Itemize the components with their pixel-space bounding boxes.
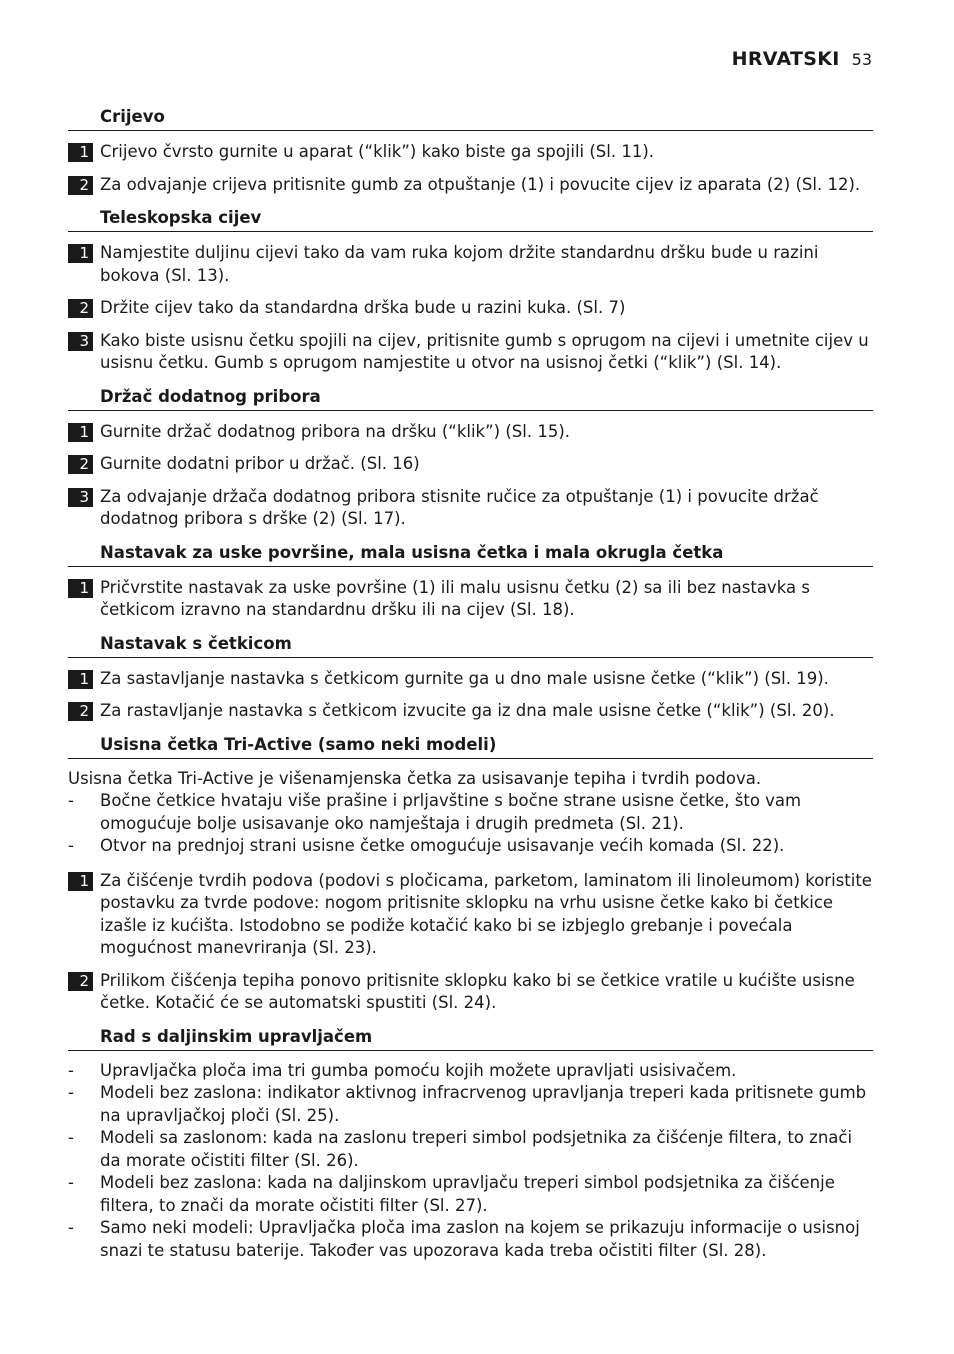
- step-number: 1: [68, 423, 93, 442]
- step-item: [68, 486, 873, 531]
- step-text: Gurnite držač dodatnog pribora na dršku (“klik”) (Sl. 15).: [100, 421, 571, 441]
- step-item: [68, 700, 873, 723]
- step-item: [68, 297, 873, 320]
- list-item: [68, 1060, 873, 1083]
- step-text: Gurnite dodatni pribor u držač. (Sl. 16): [100, 454, 420, 473]
- step-text: Prilikom čišćenja tepiha ponovo pritisnite sklopku kako bi se četkice vratile u kućište usisne četke. Kotačić će se automatski spustiti (Sl. 24).: [100, 970, 855, 1012]
- step-item: [68, 174, 873, 197]
- section-title-drzac-pribora: Držač dodatnog pribora: [68, 386, 873, 411]
- step-text: Za odvajanje crijeva pritisnite gumb za otpuštanje (1) i povucite cijev iz aparata (2) (Sl. 12).: [100, 174, 861, 194]
- step-number: 2: [68, 299, 93, 318]
- step-number: 1: [68, 143, 93, 162]
- step-item: [68, 970, 873, 1015]
- step-text: Za rastavljanje nastavka s četkicom izvucite ga iz dna male usisne četke (“klik”) (Sl. 20).: [100, 701, 835, 720]
- bullet-text: Modeli sa zaslonom: kada na zaslonu treperi simbol podsjetnika za čišćenje filtera, to znači da morate očistiti filter (Sl. 26).: [100, 1128, 853, 1170]
- step-number: 2: [68, 176, 93, 195]
- step-text: Pričvrstite nastavak za uske površine (1) ili malu usisnu četku (2) sa ili bez nastavka s četkicom izravno na standardnu dršku ili na cijev (Sl. 18).: [100, 577, 810, 619]
- list-item: [68, 1217, 873, 1262]
- bullet-text: Bočne četkice hvataju više prašine i prljavštine s bočne strane usisne četke, što vam omogućuje bolje usisavanje oko namještaja i drugih predmeta (Sl. 21).: [100, 791, 802, 833]
- page-header: [732, 48, 872, 70]
- dash-bullet: -: [68, 1128, 74, 1147]
- step-number: 1: [68, 579, 93, 598]
- dash-bullet: -: [68, 1218, 74, 1237]
- dash-bullet: -: [68, 836, 74, 855]
- step-number: 2: [68, 972, 93, 991]
- page-number: 53: [851, 50, 872, 69]
- section-title-teleskopska-cijev: Teleskopska cijev: [68, 207, 873, 232]
- step-item: [68, 577, 873, 622]
- bullet-text: Modeli bez zaslona: indikator aktivnog infracrvenog upravljanja treperi kada pritisnete gumb na upravljačkoj ploči (Sl. 25).: [100, 1083, 867, 1125]
- step-text: Za odvajanje držača dodatnog pribora stisnite ručice za otpuštanje (1) i povucite držač dodatnog pribora s drške (2) (Sl. 17).: [100, 486, 819, 528]
- manual-content: [68, 106, 873, 1262]
- step-item: [68, 330, 873, 375]
- section-title-nastavak-uske-povrsine: Nastavak za uske površine, mala usisna četka i mala okrugla četka: [68, 542, 873, 567]
- section-title-daljinski-upravljac: Rad s daljinskim upravljačem: [68, 1026, 873, 1051]
- step-number: 3: [68, 488, 93, 507]
- step-number: 2: [68, 455, 93, 474]
- step-item: [68, 242, 873, 287]
- dash-bullet: -: [68, 791, 74, 810]
- bullet-text: Otvor na prednjoj strani usisne četke omogućuje usisavanje većih komada (Sl. 22).: [100, 836, 785, 855]
- step-item: [68, 668, 873, 691]
- list-item: [68, 790, 873, 835]
- step-text: Crijevo čvrsto gurnite u aparat (“klik”) kako biste ga spojili (Sl. 11).: [100, 142, 655, 161]
- language-label: HRVATSKI: [731, 48, 840, 70]
- list-item: [68, 1172, 873, 1217]
- step-number: 1: [68, 244, 93, 263]
- intro-paragraph: Usisna četka Tri-Active je višenamjenska četka za usisavanje tepiha i tvrdih podova.: [68, 768, 762, 788]
- step-item: [68, 141, 873, 164]
- section-title-tri-active: Usisna četka Tri-Active (samo neki modeli): [68, 734, 873, 759]
- bullet-text: Modeli bez zaslona: kada na daljinskom upravljaču treperi simbol podsjetnika za čišćenje filtera, to znači da morate očistiti filter (Sl. 27).: [100, 1173, 835, 1215]
- step-number: 2: [68, 702, 93, 721]
- list-item: [68, 1127, 873, 1172]
- step-text: Za čišćenje tvrdih podova (podovi s pločicama, parketom, laminatom ili linoleumom) koristite postavku za tvrde podove: nogom pritisnite sklopku na vrhu usisne četke kako bi četkice izašle iz kućišta. Istodobno se podiže kotačić kako bi se izbjeglo grebanje i povećala mogućnost manevriranja (Sl. 23).: [100, 870, 872, 957]
- list-item: [68, 835, 873, 858]
- section-title-crijevo: Crijevo: [68, 106, 873, 131]
- bullet-text: Upravljačka ploča ima tri gumba pomoću kojih možete upravljati usisivačem.: [100, 1060, 737, 1080]
- section-title-nastavak-s-cetkicom: Nastavak s četkicom: [68, 633, 873, 658]
- step-text: Za sastavljanje nastavka s četkicom gurnite ga u dno male usisne četke (“klik”) (Sl. 19).: [100, 668, 829, 688]
- step-number: 3: [68, 332, 93, 351]
- step-number: 1: [68, 670, 93, 689]
- dash-bullet: -: [68, 1060, 74, 1080]
- step-text: Namjestite duljinu cijevi tako da vam ruka kojom držite standardnu dršku bude u razini bokova (Sl. 13).: [100, 243, 819, 285]
- dash-bullet: -: [68, 1173, 74, 1192]
- bullet-text: Samo neki modeli: Upravljačka ploča ima zaslon na kojem se prikazuju informacije o usisnoj snazi te statusu baterije. Također vas upozorava kada treba očistiti filter (Sl. 28).: [100, 1218, 860, 1260]
- step-text: Kako biste usisnu četku spojili na cijev, pritisnite gumb s oprugom na cijevi i umetnite cijev u usisnu četku. Gumb s oprugom namjestite u otvor na usisnoj četki (“klik”) (Sl. 14).: [100, 330, 869, 372]
- step-text: Držite cijev tako da standardna drška bude u razini kuka. (Sl. 7): [100, 298, 626, 317]
- step-item: [68, 453, 873, 476]
- dash-bullet: -: [68, 1083, 74, 1102]
- step-item: [68, 421, 873, 444]
- step-item: [68, 870, 873, 960]
- list-item: [68, 1082, 873, 1127]
- step-number: 1: [68, 872, 93, 891]
